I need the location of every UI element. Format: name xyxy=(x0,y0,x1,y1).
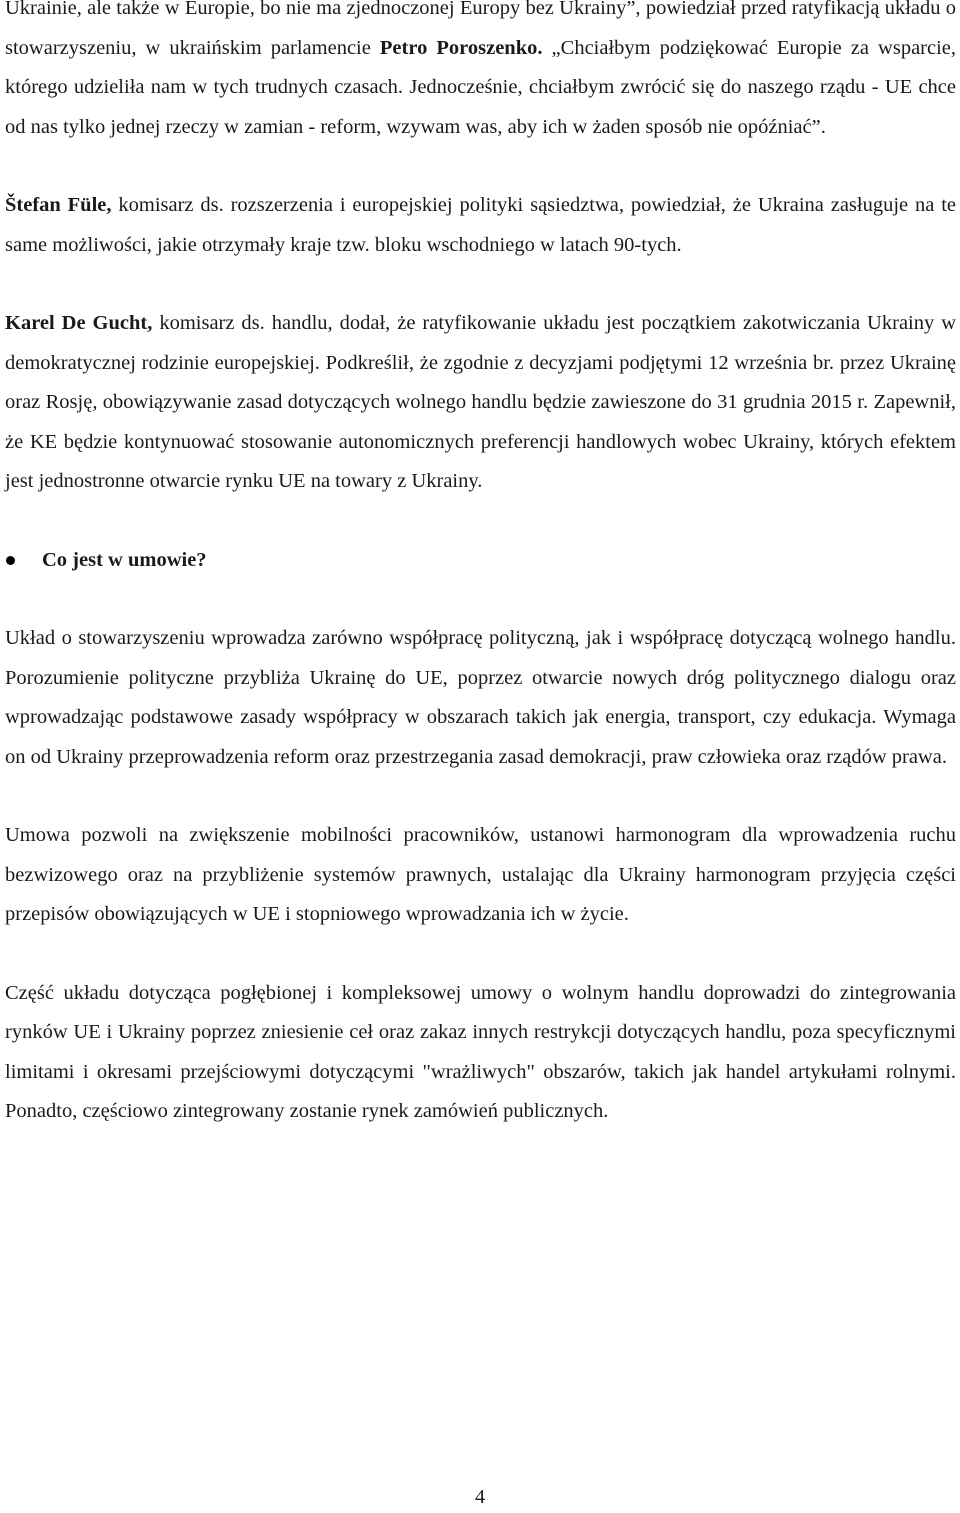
paragraph-text: Ukrainie, ale także w Europie, bo nie ma zjednoczonej Europy bez Ukrainy”, powiedział przed ratyfikacją układu o stowarzyszeniu, w ukraińskim parlamencie xyxy=(5,0,956,59)
paragraph-text: komisarz ds. handlu, dodał, że ratyfikowanie układu jest początkiem zakotwiczania Ukrainy w demokratycznej rodzinie europejskiej. Podkreślił, że zgodnie z decyzjami podjętymi 12 września br. przez Ukrainę oraz Rosję, obowiązywanie zasad dotyczących wolnego handlu będzie zawieszone do 31 grudnia 2015 r. Zapewnił, że KE będzie kontynuować stosowanie autonomicznych preferencji handlowych wobec Ukrainy, których efektem jest jednostronne otwarcie rynku UE na towary z Ukrainy. xyxy=(5,312,956,492)
paragraph-mobility: Umowa pozwoli na zwiększenie mobilności pracowników, ustanowi harmonogram dla wprowadzenia ruchu bezwizowego oraz na przybliżenie systemów prawnych, ustalając dla Ukrainy harmonogram przyjęcia części przepisów obowiązujących w UE i stopniowego wprowadzania ich w życie. xyxy=(5,824,956,925)
section-heading-bullet xyxy=(5,541,956,581)
paragraph-text: „Chciałbym podziękować Europie za wsparcie, którego udzieliła nam w tych trudnych czasach. Jednocześnie, chciałbym zwrócić się do naszego rządu - UE chce od nas tylko jednej rzeczy w zamian - reform, wzywam was, aby ich w żaden sposób nie opóźniać”. xyxy=(5,36,957,138)
paragraph-association-agreement: Układ o stowarzyszeniu wprowadza zarówno współpracę polityczną, jak i współpracę dotyczącą wolnego handlu. Porozumienie polityczne przybliża Ukrainę do UE, poprzez otwarcie nowych dróg politycznego dialogu oraz wprowadzając podstawowe zasady współpracy w obszarach takich jak energia, transport, czy edukacja. Wymaga on od Ukrainy przeprowadzenia reform oraz przestrzegania zasad demokracji, praw człowieka oraz rządów prawa. xyxy=(5,627,956,768)
paragraph-de-gucht xyxy=(5,304,956,502)
paragraph-fule xyxy=(5,186,956,265)
person-name-fule: Štefan Füle, xyxy=(5,194,112,216)
paragraph-poroszenko-quote xyxy=(5,0,956,147)
paragraph-free-trade: Część układu dotycząca pogłębionej i kompleksowej umowy o wolnym handlu doprowadzi do zintegrowania rynków UE i Ukrainy poprzez zniesienie ceł oraz zakaz innych restrykcji dotyczących handlu, poza specyficznymi limitami i okresami przejściowymi dotyczącymi "wrażliwych" obszarów, takich jak handel artykułami rolnymi. Ponadto, częściowo zintegrowany zostanie rynek zamówień publicznych. xyxy=(5,981,956,1122)
document-page xyxy=(5,0,956,1132)
page-number: 4 xyxy=(474,1486,486,1508)
paragraph-text: komisarz ds. rozszerzenia i europejskiej polityki sąsiedztwa, powiedział, że Ukraina zasługuje na te same możliwości, jakie otrzymały kraje tzw. bloku wschodniego w latach 90-tych. xyxy=(5,194,956,256)
person-name-poroszenko: Petro Poroszenko. xyxy=(379,36,543,59)
person-name-de-gucht: Karel De Gucht, xyxy=(5,312,153,334)
bullet-icon xyxy=(6,556,15,565)
section-heading: Co jest w umowie? xyxy=(42,548,207,571)
